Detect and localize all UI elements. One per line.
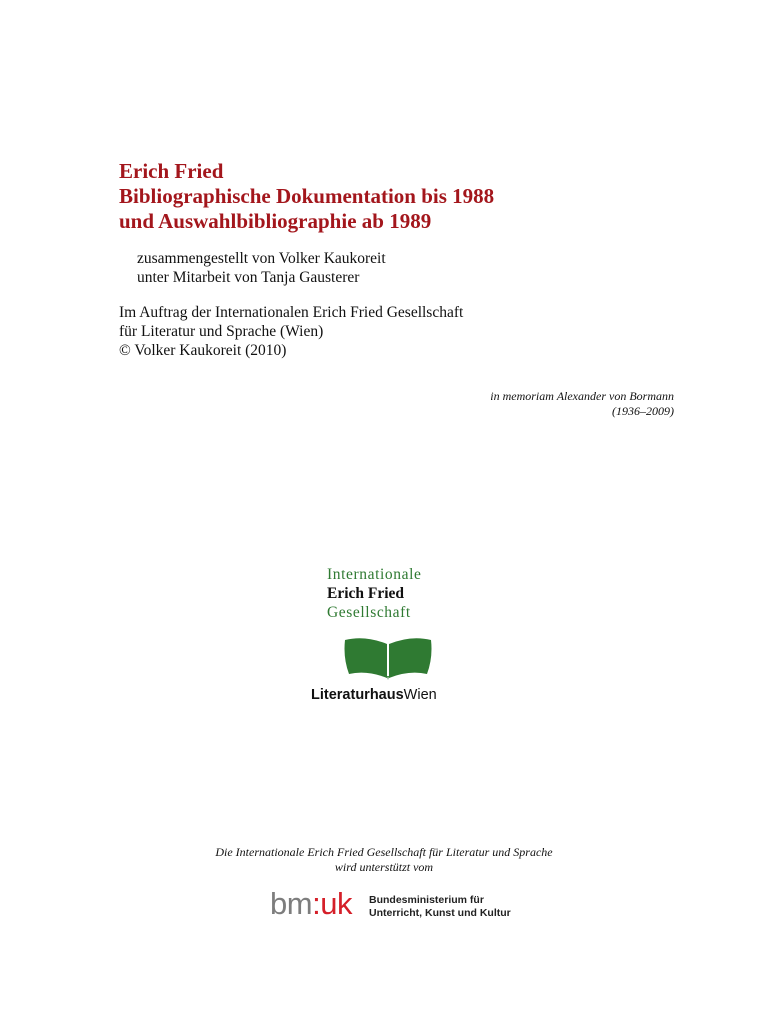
title-line-3: und Auswahlbibliographie ab 1989 bbox=[119, 209, 432, 233]
commission-line-1: Im Auftrag der Internationalen Erich Fried Gesellschaft bbox=[119, 304, 464, 321]
credits bbox=[137, 249, 386, 287]
dedication bbox=[490, 389, 674, 419]
society-line-2: Erich Fried bbox=[327, 585, 405, 602]
commission-notice bbox=[119, 303, 463, 360]
ministry-logo-letters: bm:uk bbox=[270, 886, 352, 921]
support-line-1: Die Internationale Erich Fried Gesellschaft für Literatur und Sprache bbox=[215, 845, 553, 859]
dedication-line-1: in memoriam Alexander von Bormann bbox=[490, 389, 674, 403]
title-line-2: Bibliographische Dokumentation bis 1988 bbox=[119, 184, 495, 208]
assisted-by: unter Mitarbeit von Tanja Gausterer bbox=[137, 269, 360, 286]
support-line-2: wird unterstützt vom bbox=[334, 860, 434, 874]
compiled-by: zusammengestellt von Volker Kaukoreit bbox=[137, 250, 386, 267]
support-notice bbox=[0, 845, 768, 875]
society-name bbox=[327, 565, 421, 622]
ministry-logo bbox=[270, 886, 511, 923]
document-title bbox=[119, 159, 679, 234]
open-book-icon bbox=[341, 636, 435, 680]
ministry-name-line-2: Unterricht, Kunst und Kultur bbox=[369, 907, 511, 919]
ministry-name-line-1: Bundesministerium für bbox=[369, 894, 484, 906]
commission-line-2: für Literatur und Sprache (Wien) bbox=[119, 323, 324, 340]
society-line-3: Gesellschaft bbox=[327, 604, 411, 621]
dedication-dates: (1936–2009) bbox=[612, 404, 674, 418]
wordmark-bold: Literaturhaus bbox=[311, 687, 404, 703]
society-line-1: Internationale bbox=[327, 566, 422, 583]
title-author: Erich Fried bbox=[119, 159, 224, 183]
wordmark-regular: Wien bbox=[403, 687, 437, 703]
ministry-name bbox=[369, 894, 511, 920]
literaturhaus-wordmark bbox=[311, 686, 437, 704]
copyright-line: © Volker Kaukoreit (2010) bbox=[119, 342, 287, 359]
